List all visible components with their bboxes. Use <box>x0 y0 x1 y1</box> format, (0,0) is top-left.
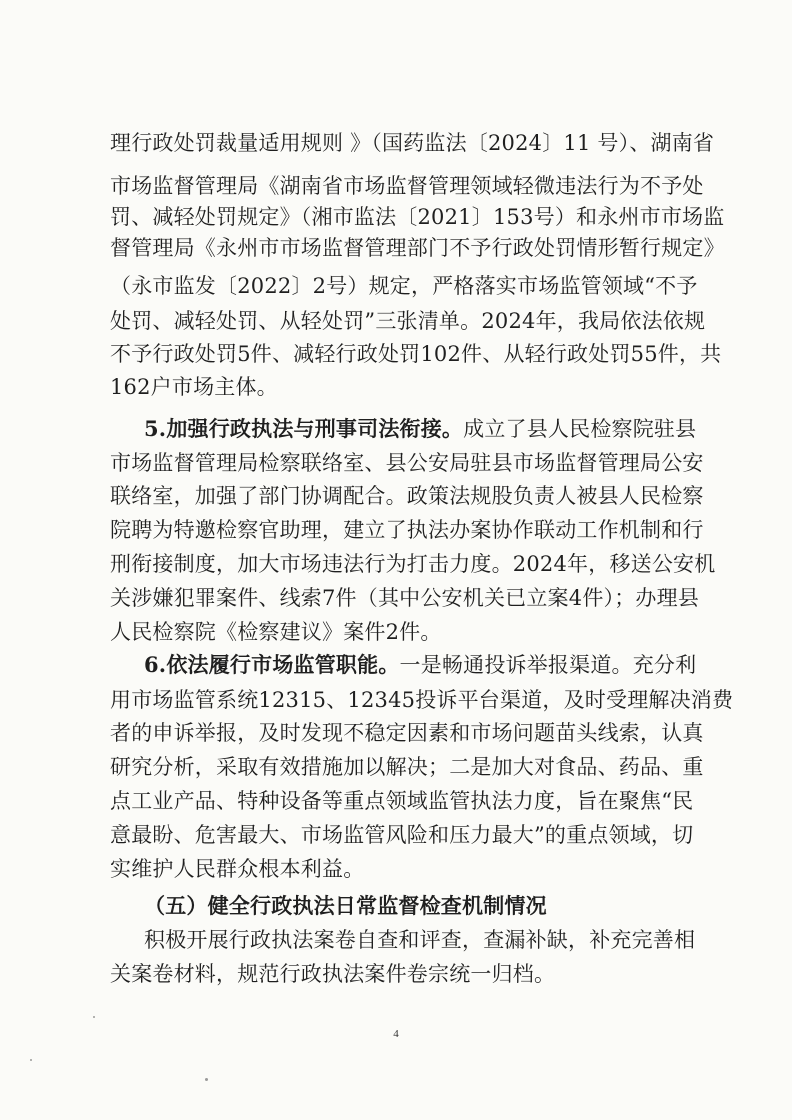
paragraph-line: 点工业产品、特种设备等重点领域监管执法力度，旨在聚焦“民 <box>110 789 694 813</box>
paragraph-line: 市场监督管理局检察联络室、县公安局驻县市场监督管理局公安 <box>110 451 704 475</box>
paragraph-line: 理行政处罚裁量适用规则 》（国药监法〔2024〕11 号）、湖南省 <box>110 131 715 155</box>
paragraph-line: 关案卷材料，规范行政执法案件卷宗统一归档。 <box>110 962 556 986</box>
paragraph-line: 研究分析，采取有效措施加以解决；二是加大对食品、药品、重 <box>110 755 704 779</box>
scan-speck <box>205 1078 208 1081</box>
section-5-text: 成立了县人民检察院驻县 <box>463 417 697 441</box>
paragraph-line: 者的申诉举报，及时发现不稳定因素和市场问题苗头线索，认真 <box>110 721 704 745</box>
section-5-heading: 5.加强行政执法与刑事司法衔接。 <box>144 416 464 441</box>
section-6-heading: 6.依法履行市场监管职能。 <box>144 652 400 677</box>
paragraph-line: 积极开展行政执法案卷自查和评查，查漏补缺，补充完善相 <box>144 928 696 952</box>
paragraph-line: 院聘为特邀检察官助理，建立了执法办案协作联动工作机制和行 <box>110 518 704 542</box>
paragraph-line: 不予行政处罚5件、减轻行政处罚102件、从轻行政处罚55件，共 <box>110 342 722 366</box>
scan-speck <box>93 1016 95 1018</box>
paragraph-line: 实维护人民群众根本利益。 <box>110 857 365 881</box>
paragraph-line: 刑衔接制度，加大市场违法行为打击力度。2024年，移送公安机 <box>110 552 716 576</box>
paragraph-line: 用市场监管系统12315、12345投诉平台渠道，及时受理解决消费 <box>110 688 734 712</box>
paragraph-line: 意最盼、危害最大、市场监管风险和压力最大”的重点领域，切 <box>110 823 694 847</box>
paragraph-line: 市场监督管理局《湖南省市场监督管理领域轻微违法行为不予处 <box>110 174 704 198</box>
paragraph-line: 人民检察院《检察建议》案件2件。 <box>110 620 442 644</box>
section-5-first-line <box>144 414 696 444</box>
paragraph-line: 联络室，加强了部门协调配合。政策法规股负责人被县人民检察 <box>110 484 704 508</box>
paragraph-line: 处罚、减轻处罚、从轻处罚”三张清单。2024年，我局依法依规 <box>110 309 706 333</box>
paragraph-line: 162户市场主体。 <box>110 375 278 399</box>
page-number: 4 <box>393 1028 399 1040</box>
paragraph-line: 督管理局《永州市市场监督管理部门不予行政处罚情形暂行规定》 <box>110 236 725 260</box>
section-6-text: 一是畅通投诉举报渠道。充分利 <box>399 653 697 677</box>
section-6-first-line <box>144 650 696 680</box>
section-heading: （五）健全行政执法日常监督检查机制情况 <box>144 893 547 918</box>
paragraph-line: 关涉嫌犯罪案件、线索7件（其中公安机关已立案4件）；办理县 <box>110 586 700 610</box>
paragraph-line: 罚、减轻处罚规定》（湘市监法〔2021〕153号）和永州市市场监 <box>110 205 725 229</box>
scan-speck <box>30 1059 32 1061</box>
paragraph-line: （永市监发〔2022〕2号）规定，严格落实市场监管领域“不予 <box>110 274 698 298</box>
